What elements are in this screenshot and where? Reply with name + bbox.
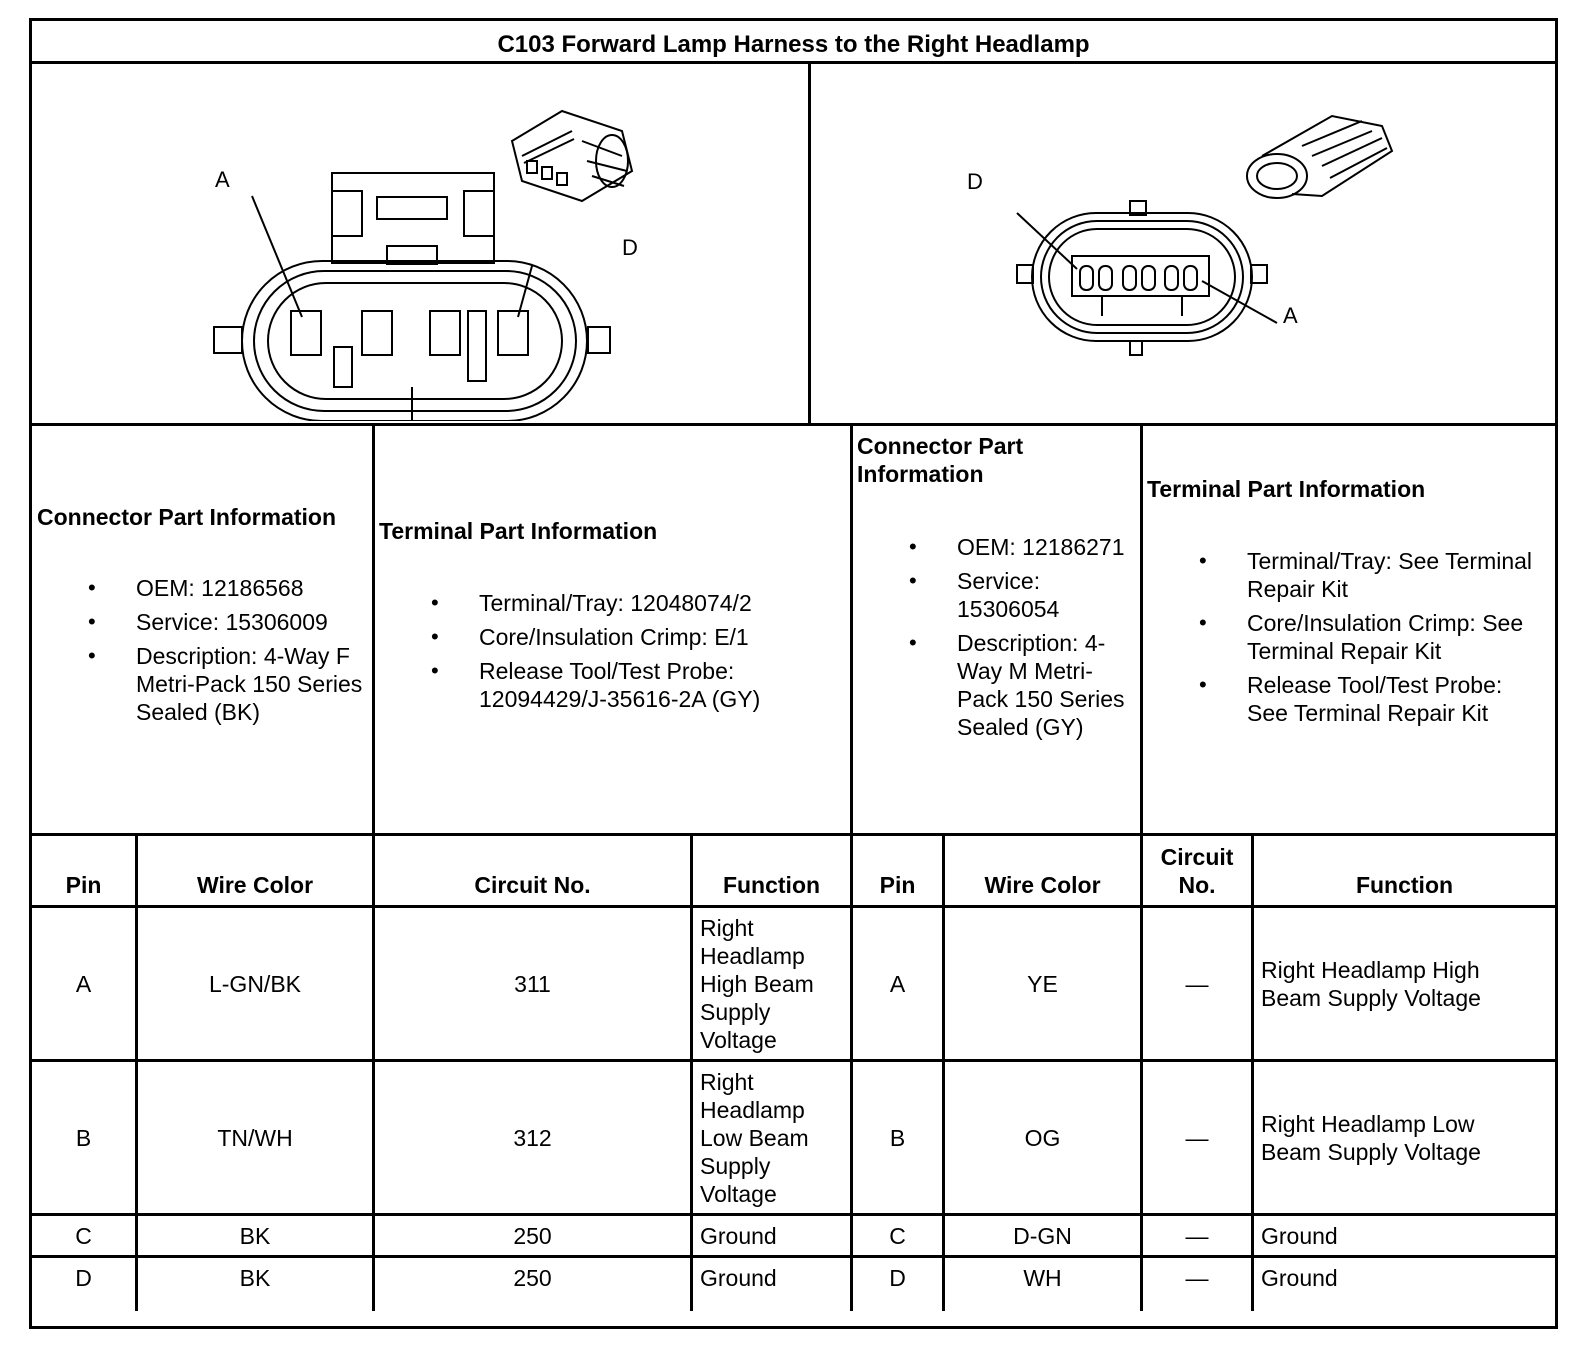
connector-info-heading: Connector Part Information bbox=[857, 433, 1024, 487]
table-cell: — bbox=[1185, 1264, 1209, 1291]
table-cell: WH bbox=[1023, 1264, 1062, 1291]
table-cell: A bbox=[75, 970, 92, 997]
list-item: • Core/Insulation Crimp: E/1 bbox=[479, 623, 819, 651]
table-cell: D bbox=[889, 1264, 906, 1291]
list-item: • Description: 4-Way M Metri-Pack 150 Series Sealed (GY) bbox=[957, 629, 1133, 741]
terminal-pins bbox=[1080, 266, 1197, 290]
column-header: Function bbox=[1355, 872, 1454, 898]
table-cell: TN/WH bbox=[217, 1124, 293, 1151]
pin-d-label: D bbox=[622, 235, 638, 260]
column-header: Circuit No. bbox=[1160, 844, 1234, 898]
pin-a-label: A bbox=[1283, 303, 1298, 328]
column-header: Function bbox=[722, 872, 821, 898]
table-cell: Right Headlamp Low Beam Supply Voltage bbox=[700, 1068, 809, 1207]
connector-info-heading: Connector Part Information bbox=[37, 504, 337, 530]
table-cell: — bbox=[1185, 1124, 1209, 1151]
table-cell: B bbox=[889, 1124, 906, 1151]
terminal-info-heading: Terminal Part Information bbox=[1147, 476, 1426, 502]
terminal-info-list bbox=[1247, 547, 1547, 733]
list-item: • Terminal/Tray: See Terminal Repair Kit bbox=[1247, 547, 1547, 603]
pin-d-label: D bbox=[967, 169, 983, 194]
list-item: • Core/Insulation Crimp: See Terminal Repair Kit bbox=[1247, 609, 1547, 665]
table-cell: A bbox=[889, 970, 906, 997]
table-cell: Ground bbox=[700, 1222, 777, 1249]
connector-info-list bbox=[957, 533, 1133, 747]
list-item: • Service: 15306054 bbox=[957, 567, 1133, 623]
female-connector-diagram bbox=[202, 91, 662, 421]
table-cell: Right Headlamp Low Beam Supply Voltage bbox=[1261, 1110, 1481, 1165]
table-cell: D bbox=[75, 1264, 92, 1291]
table-cell: OG bbox=[1024, 1124, 1061, 1151]
table-cell: BK bbox=[239, 1222, 271, 1249]
divider bbox=[32, 423, 1555, 426]
table-cell: BK bbox=[239, 1264, 271, 1291]
column-header: Pin bbox=[65, 872, 102, 898]
page-title: C103 Forward Lamp Harness to the Right Headlamp bbox=[497, 31, 1090, 58]
list-item: • OEM: 12186568 bbox=[136, 574, 368, 602]
table-cell: D-GN bbox=[1013, 1222, 1072, 1249]
table-cell: Right Headlamp High Beam Supply Voltage bbox=[1261, 956, 1481, 1011]
list-item: • Service: 15306009 bbox=[136, 608, 368, 636]
table-cell: 312 bbox=[513, 1124, 552, 1151]
list-item: • Release Tool/Test Probe: 12094429/J-35616-2A (GY) bbox=[479, 657, 819, 713]
table-cell: Ground bbox=[1261, 1222, 1338, 1249]
table-cell: — bbox=[1185, 970, 1209, 997]
column-header: Wire Color bbox=[984, 872, 1101, 898]
table-cell: 250 bbox=[513, 1264, 552, 1291]
list-item: • OEM: 12186271 bbox=[957, 533, 1133, 561]
table-cell: Ground bbox=[700, 1264, 777, 1291]
table-cell: L-GN/BK bbox=[208, 970, 302, 997]
table-cell: YE bbox=[1027, 970, 1058, 997]
connector-info-list bbox=[136, 574, 368, 732]
table-cell: C bbox=[75, 1222, 92, 1249]
list-item: • Release Tool/Test Probe: See Terminal Repair Kit bbox=[1247, 671, 1547, 727]
female-connector-thumbnail-icon bbox=[512, 111, 632, 201]
table-cell: Right Headlamp High Beam Supply Voltage bbox=[700, 914, 814, 1053]
column-header: Pin bbox=[879, 872, 916, 898]
column-header: Circuit No. bbox=[474, 872, 591, 898]
divider bbox=[808, 61, 811, 423]
terminal-info-heading: Terminal Part Information bbox=[379, 518, 658, 544]
terminal-info-list bbox=[479, 589, 819, 719]
list-item: • Terminal/Tray: 12048074/2 bbox=[479, 589, 819, 617]
connector-table-frame bbox=[29, 18, 1558, 1329]
divider bbox=[32, 61, 1555, 64]
male-connector-diagram bbox=[977, 101, 1407, 361]
table-cell: C bbox=[889, 1222, 906, 1249]
table-cell: B bbox=[75, 1124, 92, 1151]
male-connector-thumbnail-icon bbox=[1247, 116, 1392, 198]
table-cell: Ground bbox=[1261, 1264, 1338, 1291]
list-item: • Description: 4-Way F Metri-Pack 150 Series Sealed (BK) bbox=[136, 642, 368, 726]
table-cell: 250 bbox=[513, 1222, 552, 1249]
pin-a-label: A bbox=[215, 167, 230, 192]
table-cell: 311 bbox=[514, 970, 551, 997]
table-cell: — bbox=[1185, 1222, 1209, 1249]
column-header: Wire Color bbox=[196, 872, 314, 898]
